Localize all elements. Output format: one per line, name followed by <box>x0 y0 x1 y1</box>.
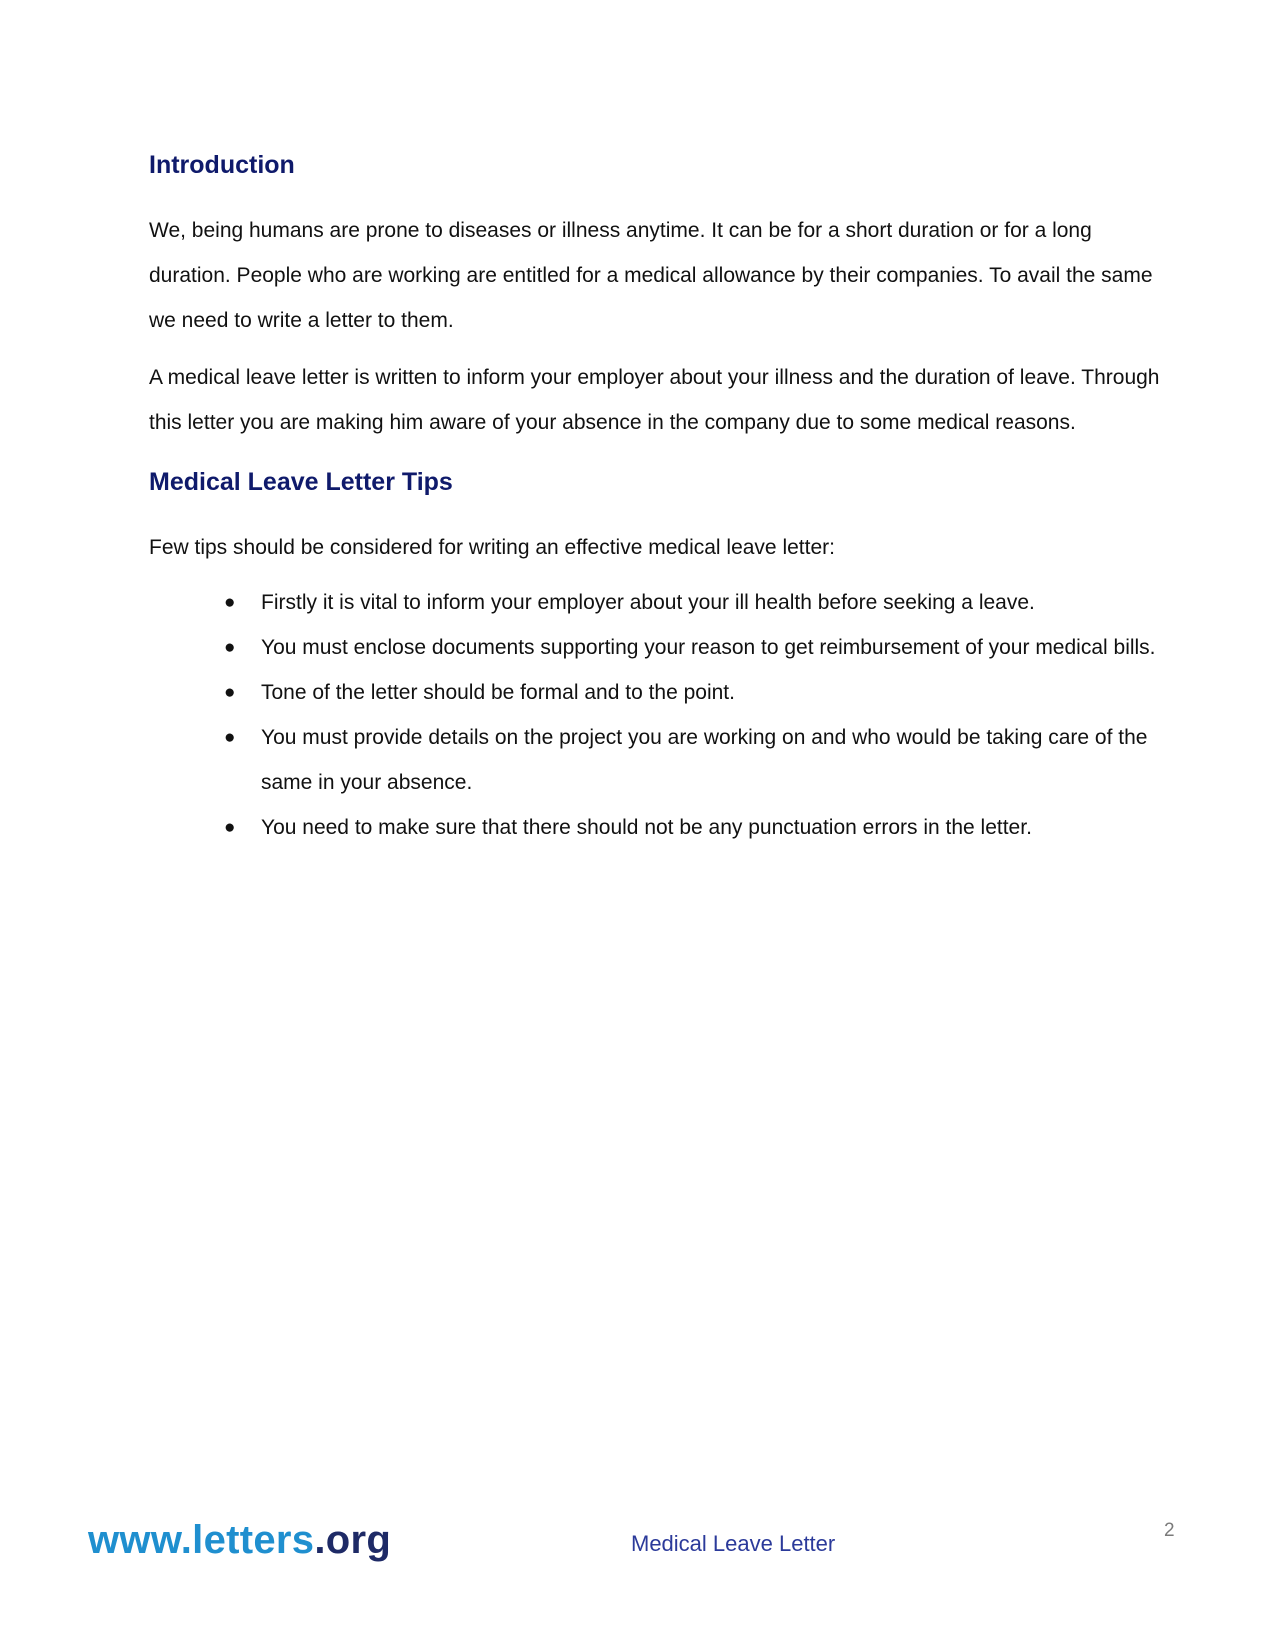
footer-title: Medical Leave Letter <box>631 1531 836 1556</box>
tips-list-item-text: Firstly it is vital to inform your employer about your ill health before seeking a leave. <box>261 591 1035 614</box>
page-number: 2 <box>1164 1520 1175 1541</box>
tips-list-item-text: You must provide details on the project you are working on and who would be taking care of the same in your absence. <box>261 726 1148 794</box>
tips-list-item-text: You need to make sure that there should not be any punctuation errors in the letter. <box>261 816 1032 839</box>
tips-list-item <box>149 625 1179 670</box>
bullet-icon: ● <box>224 592 236 613</box>
logo-www: www. <box>88 1518 193 1562</box>
logo-org: .org <box>314 1518 392 1562</box>
introduction-paragraph-2: A medical leave letter is written to inform your employer about your illness and the duration of leave. Through this letter you are making him aware of your absence in the company due to some medical reasons. <box>149 366 1160 434</box>
tips-list-item <box>149 805 1179 850</box>
page-content <box>149 148 1179 850</box>
footer-logo <box>88 1516 391 1564</box>
introduction-paragraph-1: We, being humans are prone to diseases or illness anytime. It can be for a short duration or for a long duration. People who are working are entitled for a medical allowance by their companies. To avail the same we need to write a letter to them. <box>149 219 1153 332</box>
tips-heading: Medical Leave Letter Tips <box>149 468 453 496</box>
bullet-icon: ● <box>224 727 236 748</box>
bullet-icon: ● <box>224 637 236 658</box>
bullet-icon: ● <box>224 817 236 838</box>
logo-letters: letters <box>192 1518 315 1562</box>
tips-list-item <box>149 670 1179 715</box>
tips-list-item <box>149 580 1179 625</box>
tips-list-item <box>149 715 1179 805</box>
tips-list-item-text: You must enclose documents supporting your reason to get reimbursement of your medical bills. <box>261 636 1156 659</box>
tips-lead-paragraph: Few tips should be considered for writing an effective medical leave letter: <box>149 536 835 559</box>
bullet-icon: ● <box>224 682 236 703</box>
introduction-heading: Introduction <box>149 151 295 179</box>
tips-list-item-text: Tone of the letter should be formal and to the point. <box>261 681 735 704</box>
tips-list <box>149 580 1179 850</box>
